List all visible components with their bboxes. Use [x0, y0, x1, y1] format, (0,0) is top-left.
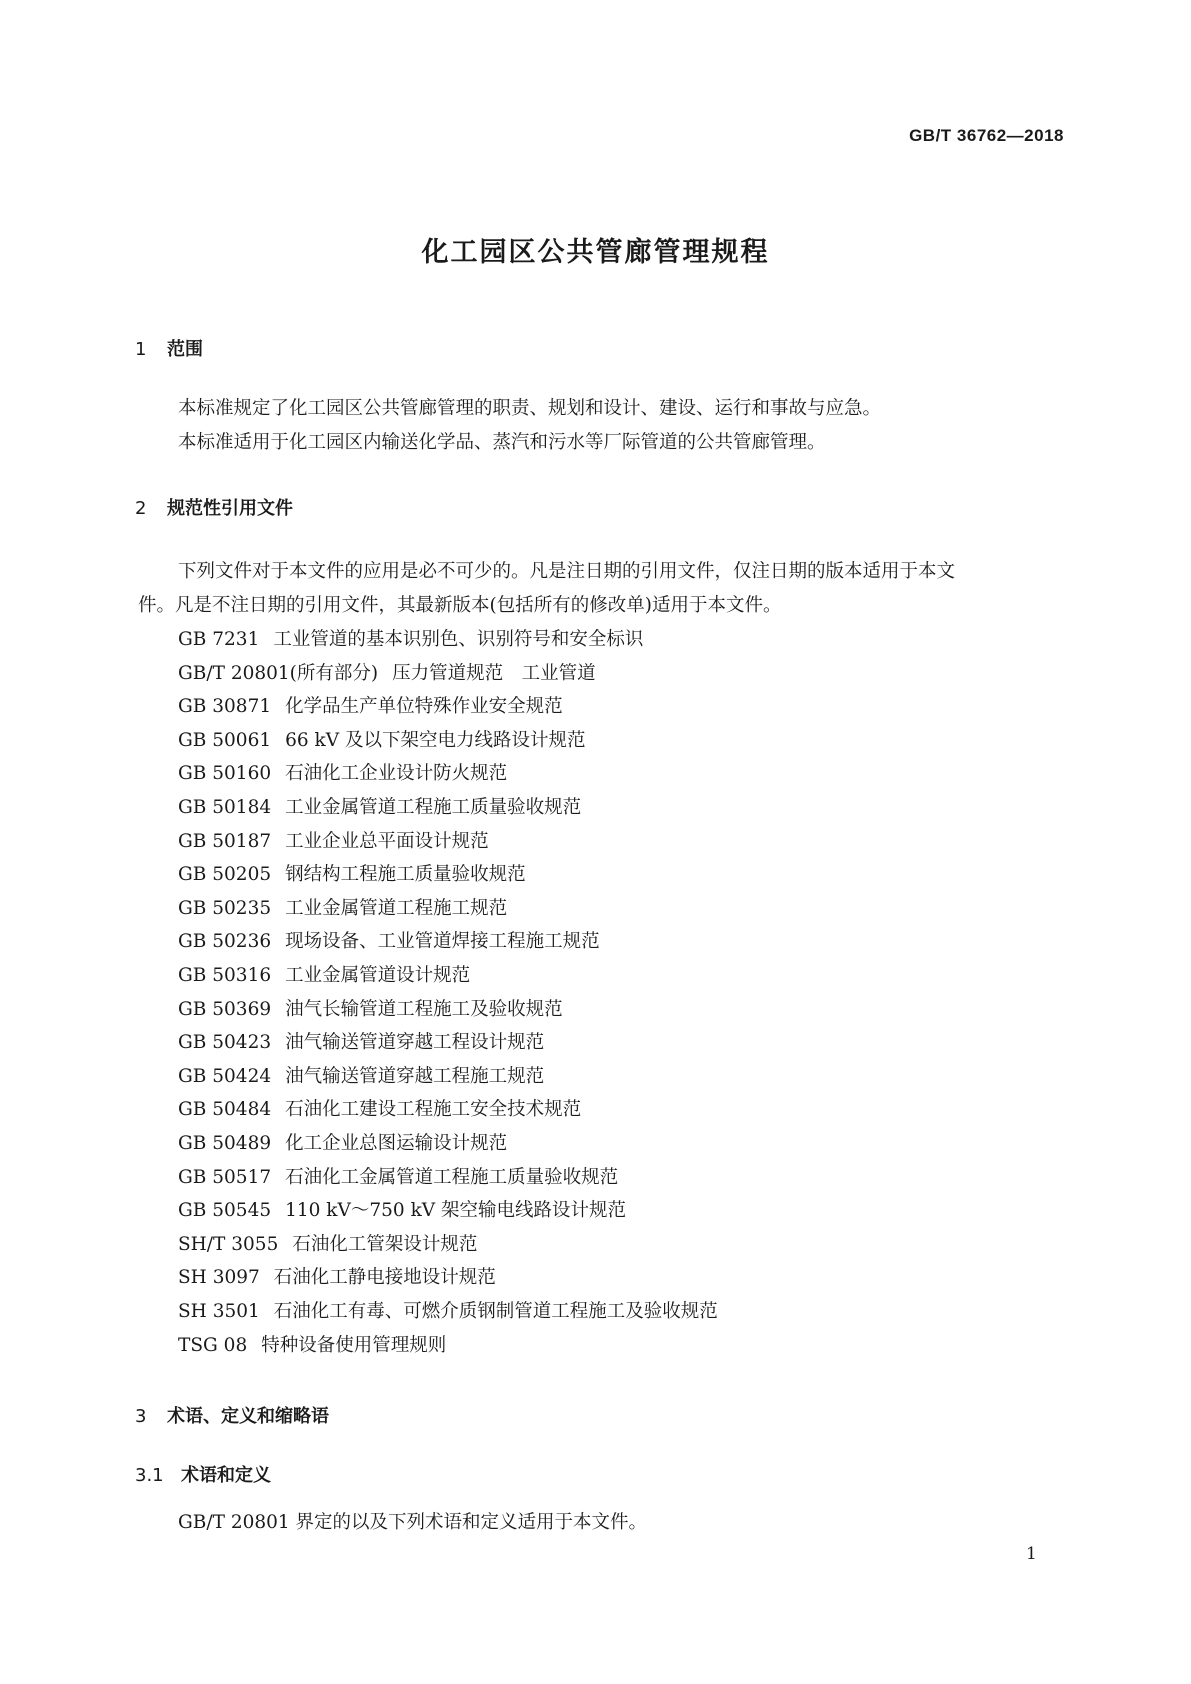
reference-code: GB 50160: [178, 763, 272, 785]
section-title: 术语和定义: [181, 1465, 271, 1486]
reference-title: 油气长输管道工程施工及验收规范: [285, 998, 563, 1020]
reference-code: GB 50235: [178, 897, 272, 919]
section-title: 术语、定义和缩略语: [167, 1406, 329, 1427]
reference-code: GB 50061: [178, 729, 272, 751]
reference-title: 石油化工有毒、可燃介质钢制管道工程施工及验收规范: [273, 1301, 718, 1322]
reference-item: [178, 1032, 544, 1054]
reference-title: 钢结构工程施工质量验收规范: [285, 864, 526, 886]
section-3-heading: [135, 1402, 329, 1428]
reference-code: SH 3097: [178, 1267, 260, 1289]
reference-code: GB 50187: [178, 830, 272, 852]
reference-code: TSG 08: [178, 1334, 248, 1356]
reference-title: 特种设备使用管理规则: [261, 1334, 447, 1356]
reference-item: [178, 797, 581, 819]
reference-item: [178, 629, 643, 651]
reference-code: GB 50517: [178, 1166, 272, 1188]
reference-item: [178, 898, 507, 920]
reference-title: 化工企业总图运输设计规范: [285, 1133, 508, 1154]
reference-item: [178, 1335, 446, 1357]
reference-item: [178, 1234, 477, 1256]
reference-code: SH 3501: [178, 1301, 260, 1322]
reference-item: [178, 696, 563, 718]
reference-code: GB 50484: [178, 1099, 272, 1121]
reference-code: GB 50424: [178, 1065, 272, 1087]
section-title: 规范性引用文件: [167, 498, 293, 519]
reference-item: [178, 1301, 718, 1323]
reference-code: GB 7231: [178, 629, 260, 650]
reference-item: [178, 999, 563, 1021]
scope-paragraph-1: 本标准规定了化工园区公共管廊管理的职责、规划和设计、建设、运行和事故与应急。: [178, 398, 882, 419]
reference-title: 66 kV 及以下架空电力线路设计规范: [285, 729, 586, 751]
reference-title: 石油化工金属管道工程施工质量验收规范: [285, 1166, 619, 1188]
reference-code: GB 50369: [178, 998, 272, 1020]
terms-paragraph: GB/T 20801 界定的以及下列术语和定义适用于本文件。: [178, 1512, 648, 1533]
reference-title: 工业金属管道工程施工规范: [285, 897, 508, 919]
reference-title: 石油化工管架设计规范: [292, 1233, 478, 1255]
refs-intro-line-1: 下列文件对于本文件的应用是必不可少的。凡是注日期的引用文件，仅注日期的版本适用于本文: [178, 561, 956, 582]
section-2-heading: [135, 494, 293, 520]
reference-title: 压力管道规范 工业管道: [392, 662, 596, 684]
reference-item: [178, 730, 585, 752]
reference-code: GB 50205: [178, 864, 272, 886]
reference-item: [178, 1167, 618, 1189]
reference-title: 工业金属管道设计规范: [285, 965, 471, 986]
reference-title: 石油化工企业设计防火规范: [285, 763, 508, 785]
reference-item: [178, 1267, 496, 1289]
section-title: 范围: [167, 339, 203, 360]
reference-code: GB 30871: [178, 696, 272, 718]
scope-paragraph-2: 本标准适用于化工园区内输送化学品、蒸汽和污水等厂际管道的公共管廊管理。: [178, 432, 826, 453]
reference-item: [178, 831, 489, 853]
reference-item: [178, 931, 600, 953]
reference-title: 工业金属管道工程施工质量验收规范: [285, 797, 582, 818]
section-number: 3.1: [135, 1465, 164, 1486]
reference-title: 石油化工建设工程施工安全技术规范: [285, 1099, 582, 1121]
page-number: 1: [1026, 1544, 1037, 1564]
reference-item: [178, 1066, 544, 1088]
reference-title: 110 kV～750 kV 架空输电线路设计规范: [285, 1200, 627, 1222]
reference-title: 油气输送管道穿越工程设计规范: [285, 1032, 545, 1054]
document-title: 化工园区公共管廊管理规程: [421, 237, 770, 268]
reference-item: [178, 1099, 581, 1121]
section-3-1-heading: [135, 1461, 271, 1487]
reference-item: [178, 864, 526, 886]
section-number: 1: [135, 339, 147, 360]
reference-title: 石油化工静电接地设计规范: [273, 1267, 496, 1289]
section-1-heading: [135, 335, 203, 361]
standard-number-header: GB/T 36762—2018: [909, 126, 1064, 145]
refs-intro-line-2: 件。凡是不注日期的引用文件，其最新版本(包括所有的修改单)适用于本文件。: [138, 595, 782, 616]
reference-code: GB 50236: [178, 931, 272, 953]
reference-title: 油气输送管道穿越工程施工规范: [285, 1065, 545, 1087]
reference-item: [178, 1133, 507, 1155]
reference-item: [178, 1200, 626, 1222]
reference-item: [178, 763, 507, 785]
reference-title: 现场设备、工业管道焊接工程施工规范: [285, 931, 600, 953]
reference-code: GB 50545: [178, 1200, 272, 1222]
reference-code: GB 50489: [178, 1133, 272, 1154]
reference-title: 化学品生产单位特殊作业安全规范: [285, 696, 563, 718]
reference-title: 工业管道的基本识别色、识别符号和安全标识: [273, 629, 644, 650]
reference-code: GB/T 20801(所有部分): [178, 662, 379, 684]
reference-item: [178, 965, 470, 987]
reference-code: SH/T 3055: [178, 1233, 279, 1255]
reference-code: GB 50423: [178, 1032, 272, 1054]
reference-code: GB 50316: [178, 965, 272, 986]
reference-title: 工业企业总平面设计规范: [285, 830, 489, 852]
reference-code: GB 50184: [178, 797, 272, 818]
section-number: 2: [135, 498, 147, 519]
section-number: 3: [135, 1406, 147, 1427]
reference-item: [178, 663, 596, 685]
